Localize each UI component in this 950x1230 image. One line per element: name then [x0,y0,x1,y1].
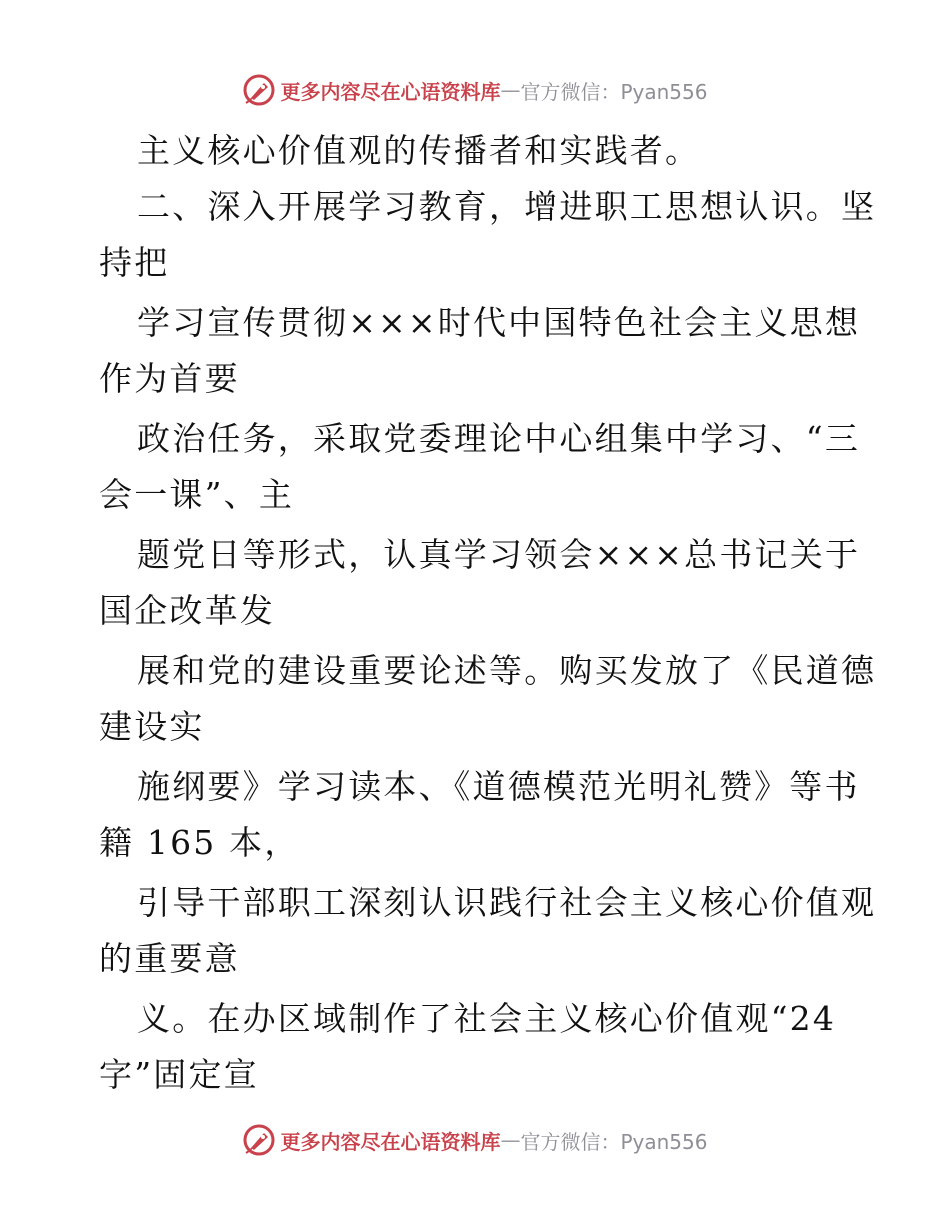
pen-nib-logo-icon [242,1123,276,1157]
banner-wechat-text: 官方微信：Pyan556 [520,1129,708,1154]
pen-nib-logo-icon [242,73,276,107]
banner-library-text: 更多内容尽在心语资料库 [280,79,501,104]
banner-dash: — [500,1128,521,1152]
text-line-13: 籍 165 本， [99,823,300,862]
text-line-4: 学习宣传贯彻×××时代中国特色社会主义思想 [137,303,861,342]
footer-banner [0,1120,950,1160]
text-line-9: 国企改革发 [99,591,275,630]
text-line-1: 主义核心价值观的传播者和实践者。 [137,131,701,170]
text-line-7: 会一课”、主 [99,475,295,514]
text-line-10: 展和党的建设重要论述等。购买发放了《民道德 [137,651,877,690]
text-line-6: 政治任务，采取党委理论中心组集中学习、“三 [137,419,861,458]
text-line-8: 题党日等形式，认真学习领会×××总书记关于 [137,535,861,574]
text-line-3: 持把 [99,243,170,282]
text-line-14: 引导干部职工深刻认识践行社会主义核心价值观 [137,883,877,922]
text-line-5: 作为首要 [99,359,240,398]
text-line-15: 的重要意 [99,939,240,978]
banner-wechat-text: 官方微信：Pyan556 [520,79,708,104]
text-line-16: 义。在办区域制作了社会主义核心价值观“24 [137,999,837,1038]
banner-library-text: 更多内容尽在心语资料库 [280,1129,501,1154]
header-banner [0,70,950,110]
text-line-11: 建设实 [99,707,205,746]
text-line-2: 二、深入开展学习教育，增进职工思想认识。坚 [137,187,877,226]
text-line-12: 施纲要》学习读本、《道德模范光明礼赞》等书 [137,767,860,806]
banner-dash: — [500,78,521,102]
text-line-17: 字”固定宣 [99,1055,259,1094]
